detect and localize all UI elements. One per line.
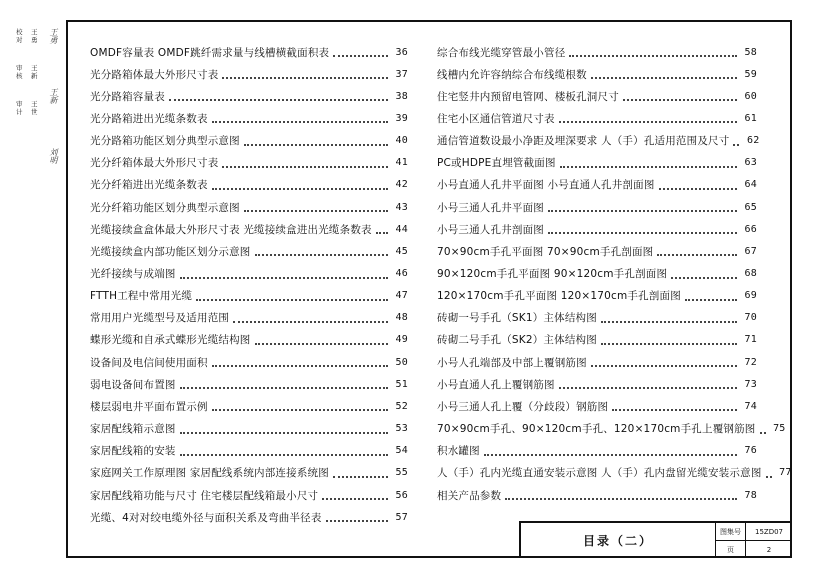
- toc-entry-title: 光缆、4对对绞电缆外径与面积关系及弯曲半径表: [90, 511, 322, 524]
- toc-entry-page: 59: [744, 68, 757, 80]
- toc-entry[interactable]: [90, 264, 408, 284]
- dot-leader: [233, 321, 388, 323]
- toc-entry-page: 48: [395, 312, 408, 324]
- toc-entry-title: 光分纤箱功能区划分典型示意图: [90, 201, 240, 214]
- toc-entry-title: 小号人孔端部及中部上覆钢筋图: [437, 356, 587, 369]
- dot-leader: [212, 121, 388, 123]
- toc-entry[interactable]: [90, 197, 408, 217]
- page-label: 页: [716, 541, 746, 558]
- toc-entry[interactable]: [90, 463, 408, 483]
- toc-entry-page: 76: [744, 445, 757, 457]
- strip-char: 计: [16, 108, 23, 116]
- toc-entry-page: 36: [395, 46, 408, 58]
- toc-entry-page: 77: [779, 467, 792, 479]
- toc-entry-page: 72: [744, 356, 757, 368]
- toc-entry[interactable]: [437, 153, 757, 173]
- dot-leader: [180, 432, 388, 434]
- toc-entry-page: 50: [395, 356, 408, 368]
- strip-char: 王: [31, 28, 38, 36]
- strip-char: 新: [31, 72, 38, 80]
- toc-entry-page: 42: [395, 179, 408, 191]
- toc-entry-page: 78: [744, 489, 757, 501]
- toc-entry-page: 56: [395, 489, 408, 501]
- toc-entry-page: 68: [744, 268, 757, 279]
- dot-leader: [244, 144, 388, 146]
- toc-entry-page: 53: [395, 423, 408, 435]
- toc-entry-title: 常用用户光缆型号及适用范围: [90, 312, 230, 325]
- toc-entry[interactable]: [437, 286, 757, 306]
- dot-leader: [760, 432, 766, 434]
- toc-entry[interactable]: [437, 396, 757, 416]
- toc-entry[interactable]: [90, 42, 408, 62]
- dot-leader: [376, 232, 388, 234]
- toc-entry[interactable]: [437, 175, 757, 195]
- toc-entry-title: 光纤接续与成端图: [90, 268, 176, 280]
- toc-entry-page: 52: [395, 400, 408, 412]
- dot-leader: [601, 321, 737, 323]
- toc-entry-page: 63: [744, 157, 757, 169]
- toc-entry-title: 光分路箱进出光缆条数表: [90, 112, 208, 125]
- toc-entry-title: 家居配线箱示意图: [90, 423, 176, 436]
- toc-entry[interactable]: [90, 330, 408, 350]
- toc-entry-title: 小号三通人孔上覆（分歧段）钢筋图: [437, 400, 609, 413]
- dot-leader: [601, 343, 737, 345]
- toc-entry-page: 47: [395, 290, 408, 302]
- dot-leader: [180, 277, 388, 279]
- toc-entry-title: 120×170cm手孔平面图 120×170cm手孔剖面图: [437, 290, 681, 303]
- toc-entry-page: 39: [395, 112, 408, 124]
- toc-entry[interactable]: [437, 374, 757, 394]
- toc-entry-title: 70×90cm手孔、90×120cm手孔、120×170cm手孔上覆钢筋图: [437, 423, 756, 436]
- strip-char: 审: [16, 64, 23, 72]
- toc-entry-title: 住宅竖井内预留电管网、楼板孔洞尺寸: [437, 90, 619, 103]
- toc-entry-page: 66: [744, 223, 757, 235]
- signature: 王新: [49, 88, 58, 104]
- toc-entry-page: 57: [395, 511, 408, 523]
- toc-entry-title: 蝶形光缆和自承式蝶形光缆结构图: [90, 334, 251, 347]
- strip-char: 核: [16, 72, 23, 80]
- toc-entry-page: 70: [744, 312, 757, 324]
- atlas-number: 15ZD07: [746, 523, 792, 541]
- toc-entry-page: 46: [395, 268, 408, 279]
- toc-entry-page: 43: [395, 201, 408, 213]
- toc-entry-page: 55: [395, 467, 408, 479]
- toc-entry-title: 小号三通人孔井平面图: [437, 201, 544, 214]
- toc-entry-title: 光分路箱容量表: [90, 90, 165, 103]
- toc-entry-title: 光分纤箱体最大外形尺寸表: [90, 157, 219, 170]
- dot-leader: [212, 365, 388, 367]
- toc-entry[interactable]: [90, 507, 408, 527]
- dot-leader: [180, 387, 388, 389]
- dot-leader: [548, 210, 737, 212]
- toc-entry-title: PC或HDPE直埋管截面图: [437, 157, 556, 170]
- toc-entry-page: 44: [395, 223, 408, 235]
- toc-entry-title: 家居配线箱的安装: [90, 445, 176, 458]
- dot-leader: [333, 55, 388, 57]
- toc-entry-page: 41: [395, 157, 408, 169]
- toc-entry-page: 69: [744, 290, 757, 302]
- dot-leader: [569, 55, 737, 57]
- dot-leader: [180, 454, 388, 456]
- dot-leader: [326, 520, 388, 522]
- toc-entry[interactable]: [90, 64, 408, 84]
- approval-roles: [16, 28, 31, 116]
- toc-entry-title: 综合布线光缆穿管最小管径: [437, 46, 566, 59]
- toc-entry-page: 71: [744, 334, 757, 346]
- toc-entry[interactable]: [90, 441, 408, 461]
- dot-leader: [591, 365, 737, 367]
- toc-entry-page: 65: [744, 201, 757, 213]
- strip-char: 对: [16, 36, 23, 44]
- approval-strip: [16, 28, 62, 188]
- dot-leader: [212, 409, 388, 411]
- signature: 刘明: [49, 148, 58, 164]
- toc-entry[interactable]: [90, 396, 408, 416]
- toc-entry-page: 61: [744, 112, 757, 124]
- strip-char: 王: [31, 100, 38, 108]
- toc-entry-page: 38: [395, 90, 408, 102]
- toc-entry-page: 64: [744, 179, 757, 191]
- dot-leader: [659, 188, 737, 190]
- toc-entry-page: 74: [744, 400, 757, 412]
- toc-entry-title: 小号三通人孔井剖面图: [437, 223, 544, 236]
- toc-entry[interactable]: [437, 330, 757, 350]
- strip-char: 校: [16, 28, 23, 36]
- dot-leader: [505, 498, 737, 500]
- dot-leader: [212, 188, 388, 190]
- toc-entry-page: 54: [395, 445, 408, 457]
- toc-entry[interactable]: [437, 441, 757, 461]
- toc-entry-page: 51: [395, 378, 408, 390]
- toc-entry-page: 73: [744, 378, 757, 390]
- toc-entry[interactable]: [437, 86, 757, 106]
- toc-entry-title: 90×120cm手孔平面图 90×120cm手孔剖面图: [437, 268, 668, 280]
- strip-char: 勇: [31, 36, 38, 44]
- toc-entry[interactable]: [90, 308, 408, 328]
- toc-entry-title: 砖砌一号手孔（SK1）主体结构图: [437, 312, 597, 325]
- dot-leader: [255, 343, 389, 345]
- toc-entry[interactable]: [90, 175, 408, 195]
- toc-entry[interactable]: [90, 219, 408, 239]
- toc-entry[interactable]: [437, 352, 757, 372]
- toc-entry-page: 49: [395, 334, 408, 346]
- dot-leader: [657, 254, 737, 256]
- toc-entry-title: 相关产品参数: [437, 489, 502, 502]
- toc-entry[interactable]: [90, 153, 408, 173]
- title-block: [519, 521, 792, 558]
- toc-entry-title: 线槽内允许容纳综合布线缆根数: [437, 68, 587, 81]
- toc-entry-page: 75: [773, 423, 786, 435]
- toc-entry-title: 70×90cm手孔平面图 70×90cm手孔剖面图: [437, 245, 654, 258]
- toc-entry[interactable]: [90, 131, 408, 151]
- toc-entry-page: 40: [395, 135, 408, 147]
- dot-leader: [591, 77, 737, 79]
- toc-entry[interactable]: [437, 264, 757, 284]
- strip-char: 王: [31, 64, 38, 72]
- toc-entry-title: 光分纤箱进出光缆条数表: [90, 179, 208, 192]
- dot-leader: [685, 299, 737, 301]
- dot-leader: [766, 476, 772, 478]
- toc-entry[interactable]: [90, 419, 408, 439]
- dot-leader: [612, 409, 737, 411]
- toc-entry[interactable]: [90, 286, 408, 306]
- toc-entry-page: 60: [744, 90, 757, 102]
- dot-leader: [196, 299, 388, 301]
- toc-entry-title: 小号直通人孔井平面图 小号直通人孔井剖面图: [437, 179, 655, 192]
- strip-char: 世: [31, 108, 38, 116]
- dot-leader: [733, 144, 739, 146]
- toc-entry-title: 人（手）孔内光缆直通安装示意图 人（手）孔内盘留光缆安装示意图: [437, 467, 762, 480]
- dot-leader: [559, 387, 737, 389]
- dot-leader: [484, 454, 737, 456]
- toc-entry-page: 67: [744, 245, 757, 257]
- toc-entry-title: 光分路箱功能区划分典型示意图: [90, 135, 240, 148]
- toc-entry[interactable]: [90, 241, 408, 261]
- toc-entry-title: 设备间及电信间使用面积: [90, 356, 208, 369]
- toc-entry-title: 通信管道数设最小净距及埋深要求 人（手）孔适用范围及尺寸: [437, 135, 730, 148]
- dot-leader: [560, 166, 737, 168]
- toc-entry[interactable]: [437, 485, 757, 505]
- approval-names: [31, 28, 46, 116]
- toc-entry[interactable]: [90, 86, 408, 106]
- dot-leader: [222, 77, 388, 79]
- page-number: 2: [766, 545, 772, 554]
- toc-entry[interactable]: [437, 64, 757, 84]
- toc-entry-title: 砖砌二号手孔（SK2）主体结构图: [437, 334, 597, 347]
- toc-entry-page: 45: [395, 245, 408, 257]
- dot-leader: [623, 99, 737, 101]
- dot-leader: [333, 476, 388, 478]
- dot-leader: [222, 166, 388, 168]
- toc-entry-page: 37: [395, 68, 408, 80]
- dot-leader: [169, 99, 388, 101]
- toc-entry[interactable]: [437, 419, 786, 439]
- dot-leader: [548, 232, 737, 234]
- toc-entry-title: 光分路箱体最大外形尺寸表: [90, 68, 219, 81]
- sheet-title: 目录（二）: [521, 523, 716, 558]
- dot-leader: [244, 210, 388, 212]
- toc-entry[interactable]: [437, 241, 757, 261]
- toc-entry-title: 家居配线箱功能与尺寸 住宅楼层配线箱最小尺寸: [90, 489, 319, 502]
- toc-entry[interactable]: [90, 374, 408, 394]
- toc-entry-page: 58: [744, 46, 757, 58]
- dot-leader: [255, 254, 389, 256]
- dot-leader: [322, 498, 388, 500]
- toc-entry[interactable]: [437, 219, 757, 239]
- toc-entry-title: 积水罐图: [437, 445, 480, 458]
- toc-entry[interactable]: [90, 108, 408, 128]
- toc-entry[interactable]: [437, 131, 760, 151]
- toc-entry[interactable]: [437, 308, 757, 328]
- toc-entry-title: 光缆接续盒内部功能区划分示意图: [90, 245, 251, 258]
- toc-entry[interactable]: [437, 197, 757, 217]
- toc-entry[interactable]: [437, 108, 757, 128]
- toc-entry-title: 楼层弱电井平面布置示例: [90, 400, 208, 413]
- strip-char: 审: [16, 100, 23, 108]
- toc-entry-title: OMDF容量表 OMDF跳纤需求量与线槽横截面积表: [90, 46, 330, 59]
- toc-entry-title: FTTH工程中常用光缆: [90, 290, 193, 303]
- toc-entry-title: 小号直通人孔上覆钢筋图: [437, 378, 555, 391]
- signature: 王勇: [49, 28, 58, 44]
- toc-entry[interactable]: [90, 485, 408, 505]
- atlas-number-label: 图集号: [716, 523, 746, 541]
- toc-entry[interactable]: [90, 352, 408, 372]
- toc-entry[interactable]: [437, 42, 757, 62]
- toc-entry[interactable]: [437, 463, 792, 483]
- dot-leader: [671, 277, 737, 279]
- toc-entry-title: 光缆接续盒盒体最大外形尺寸表 光缆接续盒进出光缆条数表: [90, 223, 372, 236]
- toc-entry-title: 弱电设备间布置图: [90, 378, 176, 391]
- toc-entry-page: 62: [746, 135, 760, 147]
- dot-leader: [559, 121, 737, 123]
- toc-entry-title: 住宅小区通信管道尺寸表: [437, 112, 555, 125]
- toc-entry-title: 家庭网关工作原理图 家居配线系统内部连接系统图: [90, 467, 329, 480]
